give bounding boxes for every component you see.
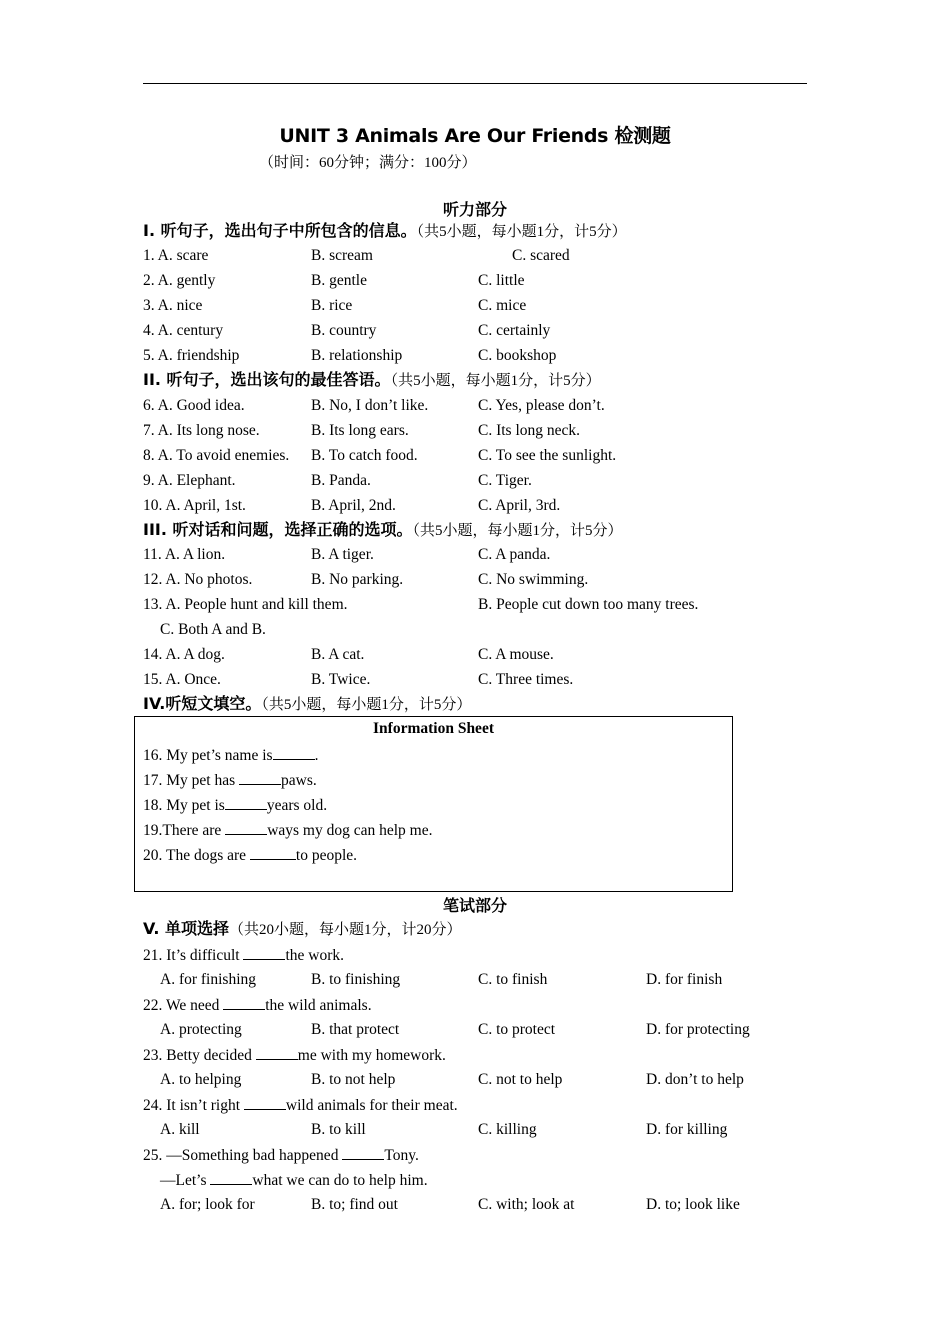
option-c: C. Tiger.	[478, 472, 532, 489]
option-c: C. little	[478, 272, 525, 289]
section-1-note: （共5小题，每小题1分，计5分）	[416, 224, 627, 240]
answer-blank[interactable]	[256, 1042, 298, 1060]
answer-blank[interactable]	[223, 992, 265, 1010]
q17-text-end: paws.	[281, 772, 317, 789]
exam-info: （时间：60分钟；满分：100分）	[259, 155, 477, 171]
option-a: 4. A. century	[143, 322, 224, 339]
option-a: 11. A. A lion.	[143, 546, 226, 563]
option-b: B. Panda.	[311, 472, 371, 489]
option-c: C. to protect	[478, 1021, 556, 1038]
option-b: B. Its long ears.	[311, 422, 409, 439]
option-a: 5. A. friendship	[143, 347, 240, 364]
option-b: B. gentle	[311, 272, 367, 289]
q16-text-end: .	[314, 747, 319, 764]
option-b: B. No, I don’t like.	[311, 397, 429, 414]
section-2-note: （共5小题，每小题1分，计5分）	[390, 373, 601, 389]
stem-text-end: what we can do to help him.	[252, 1172, 428, 1189]
writing-heading: 笔试部分	[442, 896, 507, 915]
section-3-label: III. 听对话和问题，选择正确的选项。	[143, 520, 413, 539]
stem-text-end: the work.	[285, 947, 345, 964]
stem-text: 23. Betty decided	[143, 1047, 256, 1064]
stem-text: 24. It isn’t right	[143, 1097, 244, 1114]
stem-text-end: wild animals for their meat.	[285, 1097, 458, 1114]
section-3-note: （共5小题，每小题1分，计5分）	[412, 523, 623, 539]
header-rule	[143, 83, 807, 84]
option-b: B. relationship	[311, 347, 403, 364]
q19-text-end: ways my dog can help me.	[267, 822, 433, 839]
option-a: 7. A. Its long nose.	[143, 422, 260, 439]
option-c: C. scared	[512, 247, 570, 264]
option-a: A. to helping	[160, 1071, 242, 1088]
option-a: 10. A. April, 1st.	[143, 497, 246, 514]
option-c: C. killing	[478, 1121, 537, 1138]
option-a: A. for; look for	[160, 1196, 255, 1213]
answer-blank[interactable]	[210, 1167, 252, 1185]
section-2-label: II. 听句子，选出该句的最佳答语。	[143, 370, 391, 389]
option-a: 1. A. scare	[143, 247, 209, 264]
option-b: B. to kill	[311, 1121, 366, 1138]
option-b: B. scream	[311, 247, 373, 264]
stem-text-end: me with my homework.	[297, 1047, 446, 1064]
q18-text-end: years old.	[266, 797, 328, 814]
option-c: C. No swimming.	[478, 571, 589, 588]
answer-blank[interactable]	[342, 1142, 384, 1160]
listening-heading: 听力部分	[442, 200, 507, 219]
option-a: 15. A. Once.	[143, 671, 221, 688]
stem-text: 25. —Something bad happened	[143, 1147, 343, 1164]
answer-blank[interactable]	[225, 817, 267, 835]
option-b: B. People cut down too many trees.	[478, 596, 699, 613]
option-b: B. A tiger.	[311, 546, 374, 563]
option-c: C. Three times.	[478, 671, 574, 688]
option-d: D. for finish	[646, 971, 723, 988]
section-5-label: V. 单项选择	[143, 919, 229, 938]
option-b: B. country	[311, 322, 377, 339]
answer-blank[interactable]	[225, 792, 267, 810]
section-1-label: I. 听句子，选出句子中所包含的信息。	[143, 221, 417, 240]
option-a: 9. A. Elephant.	[143, 472, 236, 489]
stem-text: 21. It’s difficult	[143, 947, 244, 964]
option-a: A. protecting	[160, 1021, 242, 1038]
option-c: C. certainly	[478, 322, 551, 339]
stem-text: 22. We need	[143, 997, 224, 1014]
q19-text: 19.There are	[143, 822, 226, 839]
section-4-note: （共5小题，每小题1分，计5分）	[261, 697, 472, 713]
option-d: D. to; look like	[646, 1196, 740, 1213]
q18-text: 18. My pet is	[143, 797, 225, 814]
option-b: B. A cat.	[311, 646, 365, 663]
option-c: C. mice	[478, 297, 527, 314]
q16-text: 16. My pet’s name is	[143, 747, 273, 764]
stem-text: —Let’s	[160, 1172, 211, 1189]
option-c: C. Yes, please don’t.	[478, 397, 605, 414]
option-c: C. Both A and B.	[160, 621, 266, 638]
option-b: B. to finishing	[311, 971, 401, 988]
stem-text-end: Tony.	[384, 1147, 419, 1164]
option-d: D. don’t to help	[646, 1071, 744, 1088]
information-sheet-title: Information Sheet	[373, 720, 494, 737]
option-c: C. A panda.	[478, 546, 551, 563]
option-b: B. Twice.	[311, 671, 371, 688]
answer-blank[interactable]	[250, 842, 296, 860]
option-c: C. not to help	[478, 1071, 563, 1088]
option-a: A. kill	[160, 1121, 200, 1138]
answer-blank[interactable]	[273, 742, 315, 760]
option-d: D. for killing	[646, 1121, 728, 1138]
option-a: 3. A. nice	[143, 297, 203, 314]
option-b: B. that protect	[311, 1021, 400, 1038]
stem-text-end: the wild animals.	[265, 997, 372, 1014]
option-a: 13. A. People hunt and kill them.	[143, 596, 348, 613]
section-5-note: （共20小题，每小题1分，计20分）	[228, 922, 462, 938]
option-c: C. Its long neck.	[478, 422, 581, 439]
q20-text-end: to people.	[295, 847, 358, 864]
option-c: C. to finish	[478, 971, 548, 988]
answer-blank[interactable]	[243, 942, 285, 960]
page-title: UNIT 3 Animals Are Our Friends 检测题	[279, 125, 671, 147]
option-b: B. to not help	[311, 1071, 396, 1088]
option-a: A. for finishing	[160, 971, 257, 988]
option-b: B. To catch food.	[311, 447, 418, 464]
option-b: B. rice	[311, 297, 353, 314]
option-d: D. for protecting	[646, 1021, 750, 1038]
q20-text: 20. The dogs are	[143, 847, 250, 864]
option-a: 12. A. No photos.	[143, 571, 253, 588]
option-a: 2. A. gently	[143, 272, 216, 289]
option-c: C. A mouse.	[478, 646, 554, 663]
option-a: 14. A. A dog.	[143, 646, 225, 663]
option-b: B. No parking.	[311, 571, 404, 588]
option-c: C. April, 3rd.	[478, 497, 561, 514]
option-c: C. with; look at	[478, 1196, 575, 1213]
option-a: 6. A. Good idea.	[143, 397, 245, 414]
answer-blank[interactable]	[239, 767, 281, 785]
option-c: C. bookshop	[478, 347, 557, 364]
answer-blank[interactable]	[244, 1092, 286, 1110]
option-a: 8. A. To avoid enemies.	[143, 447, 290, 464]
option-b: B. April, 2nd.	[311, 497, 396, 514]
option-c: C. To see the sunlight.	[478, 447, 617, 464]
section-4-label: IV.听短文填空。	[143, 694, 262, 713]
option-b: B. to; find out	[311, 1196, 398, 1213]
q17-text: 17. My pet has	[143, 772, 240, 789]
